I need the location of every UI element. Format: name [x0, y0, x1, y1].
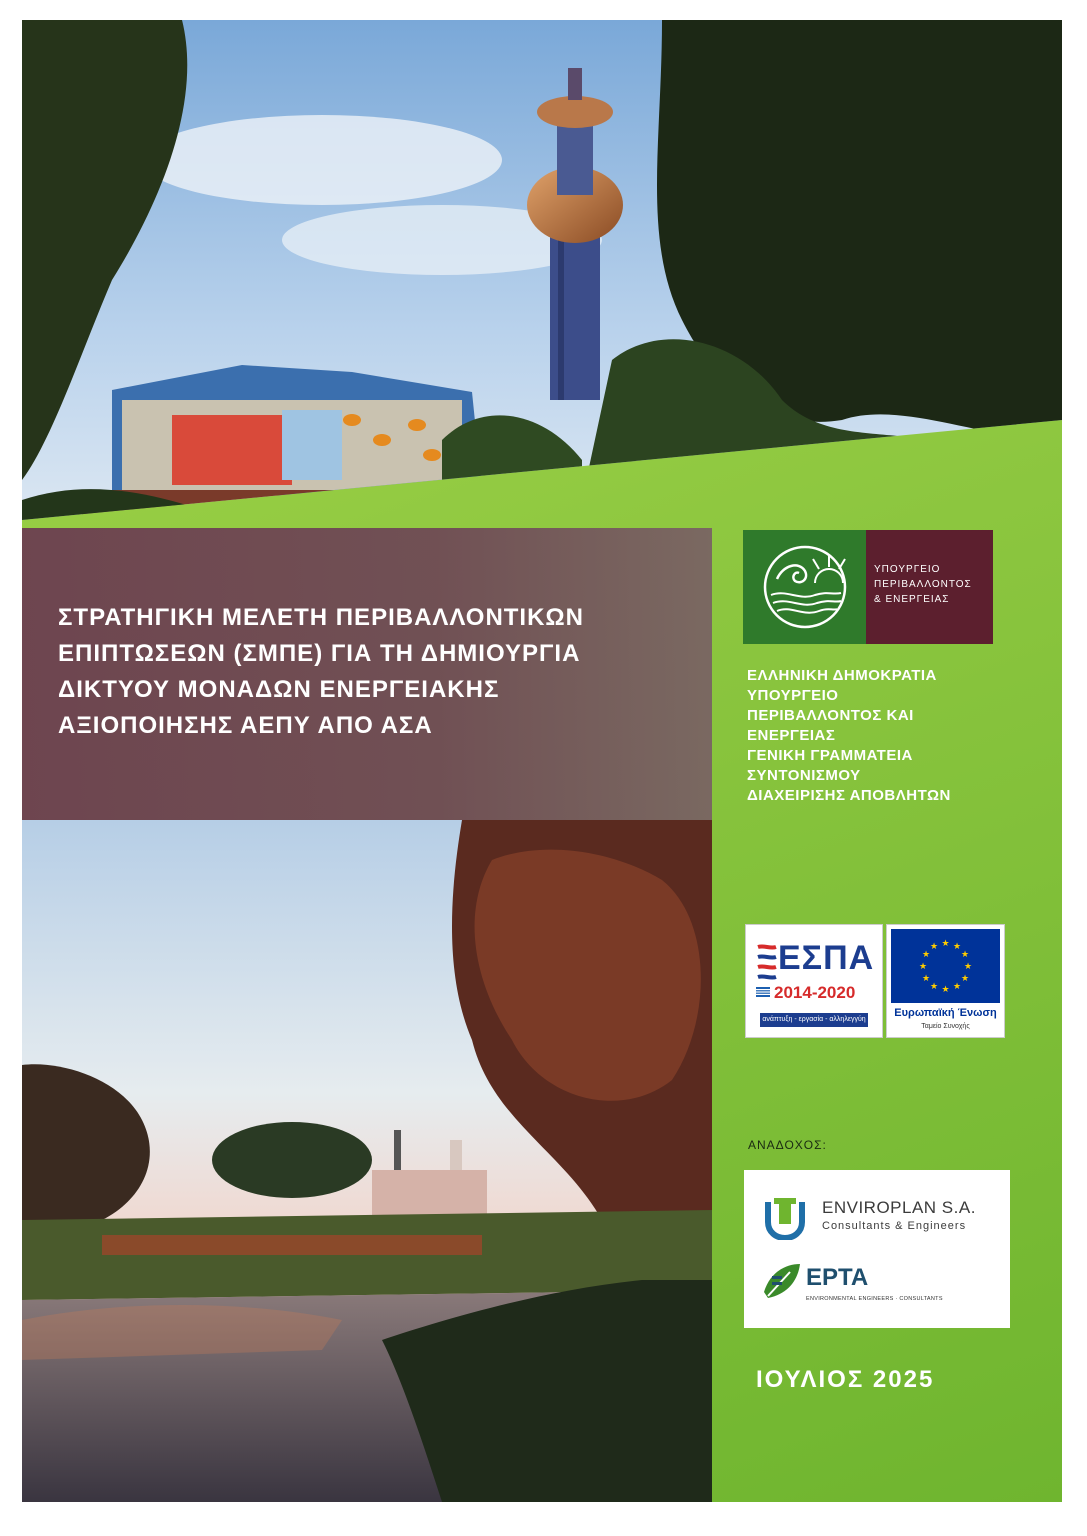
government-line: ΕΝΕΡΓΕΙΑΣ [747, 727, 836, 744]
government-line: ΔΙΑΧΕΙΡΙΣΗΣ ΑΠΟΒΛΗΤΩΝ [747, 787, 951, 804]
svg-text:★: ★ [921, 950, 931, 960]
title-line: ΔΙΚΤΥΟΥ ΜΟΝΑΔΩΝ ΕΝΕΡΓΕΙΑΚΗΣ [58, 676, 500, 703]
ministry-logo [743, 530, 993, 644]
espa-name: ΕΣΠΑ [778, 939, 875, 977]
enviroplan-subtitle: Consultants & Engineers [822, 1220, 967, 1232]
title-line: ΑΞΙΟΠΟΙΗΣΗΣ ΑΕΠΥ ΑΠΟ ΑΣΑ [58, 712, 433, 739]
contractor-label: ΑΝΑΔΟΧΟΣ: [748, 1138, 827, 1152]
svg-text:★: ★ [941, 939, 950, 949]
epta-name: EPTA [806, 1264, 869, 1291]
title-panel [22, 528, 712, 820]
svg-text:★: ★ [952, 982, 962, 992]
bottom-photo-park-plant [22, 820, 712, 1502]
epta-subtitle: ENVIRONMENTAL ENGINEERS · CONSULTANTS [806, 1296, 943, 1302]
greek-flag-icon [756, 987, 770, 997]
svg-text:★: ★ [929, 942, 939, 952]
espa-stripes-icon [756, 943, 778, 983]
title-line: ΕΠΙΠΤΩΣΕΩΝ (ΣΜΠΕ) ΓΙΑ ΤΗ ΔΗΜΙΟΥΡΓΙΑ [58, 640, 581, 667]
ministry-logo-line: ΠΕΡΙΒΑΛΛΟΝΤΟΣ [874, 579, 972, 590]
svg-text:★: ★ [952, 942, 962, 952]
government-line: ΠΕΡΙΒΑΛΛΟΝΤΟΣ ΚΑΙ [747, 707, 914, 724]
espa-logo [745, 924, 883, 1038]
enviroplan-name: ENVIROPLAN S.A. [822, 1198, 976, 1217]
svg-text:★: ★ [960, 950, 970, 960]
eu-logo [886, 924, 1005, 1038]
government-block [747, 666, 951, 806]
ministry-logo-line: & ΕΝΕΡΓΕΙΑΣ [874, 594, 950, 605]
government-line: ΓΕΝΙΚΗ ΓΡΑΜΜΑΤΕΙΑ [747, 747, 913, 764]
espa-years: 2014-2020 [774, 983, 856, 1002]
contractors-box [744, 1170, 1010, 1328]
svg-text:★: ★ [918, 962, 928, 972]
ministry-logo-line: ΥΠΟΥΡΓΕΙΟ [874, 564, 941, 575]
report-cover [22, 20, 1062, 1502]
svg-text:★: ★ [921, 974, 931, 984]
svg-text:★: ★ [960, 974, 970, 984]
publication-date: ΙΟΥΛΙΟΣ 2025 [756, 1366, 935, 1393]
government-line: ΣΥΝΤΟΝΙΣΜΟΥ [747, 767, 861, 784]
svg-text:★: ★ [963, 962, 973, 972]
enviroplan-logo-icon [762, 1194, 808, 1240]
ministry-logo-text [866, 530, 993, 644]
epta-logo-icon [760, 1258, 804, 1302]
title-line: ΣΤΡΑΤΗΓΙΚΗ ΜΕΛΕΤΗ ΠΕΡΙΒΑΛΛΟΝΤΙΚΩΝ [58, 604, 585, 631]
government-line: ΕΛΛΗΝΙΚΗ ΔΗΜΟΚΡΑΤΙΑ [747, 667, 937, 684]
svg-text:★: ★ [941, 985, 950, 995]
government-line: ΥΠΟΥΡΓΕΙΟ [747, 687, 839, 704]
eu-name: Ευρωπαϊκή Ένωση [894, 1007, 997, 1019]
eu-fund: Ταμείο Συνοχής [921, 1023, 970, 1030]
ministry-emblem-icon [743, 530, 866, 644]
svg-text:★: ★ [929, 982, 939, 992]
espa-tagline: ανάπτυξη - εργασία - αλληλεγγύη [760, 1013, 868, 1027]
document-title [58, 600, 698, 744]
eu-flag-icon [891, 929, 1000, 1003]
